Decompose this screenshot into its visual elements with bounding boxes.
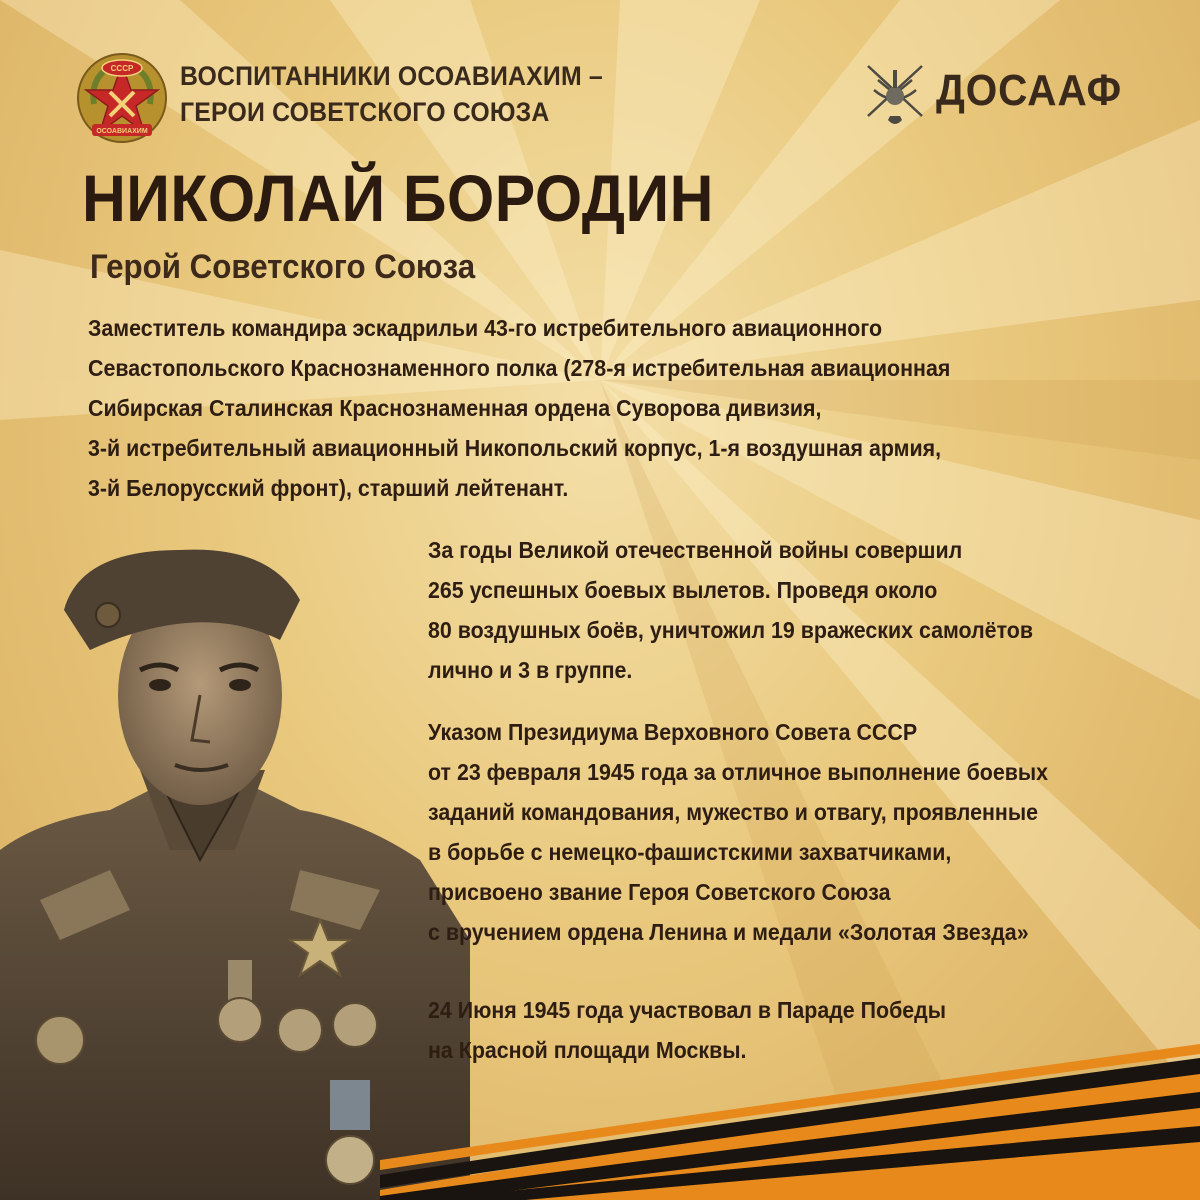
logo-top-text: СССР <box>110 64 134 73</box>
intro-line: Севастопольского Краснознаменного полка (278-я истребительная авиационная <box>88 355 951 381</box>
hero-name: НИКОЛАЙ БОРОДИН <box>82 161 714 235</box>
decree-line: Указом Президиума Верховного Совета СССР <box>428 719 918 745</box>
combat-line: лично и 3 в группе. <box>428 657 633 683</box>
parade-line: 24 Июня 1945 года участвовал в Параде Победы <box>428 997 947 1023</box>
dosaaf-emblem-icon <box>860 60 930 132</box>
decree-line: присвоено звание Героя Советского Союза <box>428 879 891 905</box>
dosaaf-label: ДОСААФ <box>936 66 1123 115</box>
decree-line: заданий командования, мужество и отвагу, проявленные <box>428 799 1039 825</box>
hero-title: Герой Советского Союза <box>90 248 476 286</box>
decree-paragraph <box>428 712 1048 952</box>
decree-line: в борьбе с немецко-фашистскими захватчиками, <box>428 839 952 865</box>
parade-line: на Красной площади Москвы. <box>428 1037 747 1063</box>
combat-line: 265 успешных боевых вылетов. Проведя около <box>428 577 938 603</box>
combat-line: 80 воздушных боёв, уничтожил 19 вражеских самолётов <box>428 617 1033 643</box>
header-line-1: ВОСПИТАННИКИ ОСОАВИАХИМ – <box>180 61 603 91</box>
decree-line: с вручением ордена Ленина и медали «Золотая Звезда» <box>428 919 1029 945</box>
combat-line: За годы Великой отечественной войны совершил <box>428 537 963 563</box>
intro-line: Сибирская Сталинская Краснознаменная ордена Суворова дивизия, <box>88 395 822 421</box>
intro-paragraph <box>88 308 950 508</box>
org-header-title <box>180 58 603 130</box>
header-line-2: ГЕРОИ СОВЕТСКОГО СОЮЗА <box>180 97 550 127</box>
combat-paragraph <box>428 530 1033 690</box>
intro-line: 3-й истребительный авиационный Никопольский корпус, 1-я воздушная армия, <box>88 435 942 461</box>
intro-line: Заместитель командира эскадрильи 43-го истребительного авиационного <box>88 315 883 341</box>
intro-line: 3-й Белорусский фронт), старший лейтенант. <box>88 475 569 501</box>
st-george-ribbon <box>380 1030 1200 1200</box>
decree-line: от 23 февраля 1945 года за отличное выполнение боевых <box>428 759 1049 785</box>
osoaviakhim-logo <box>74 50 170 146</box>
logo-ribbon-text: ОСОАВИАХИМ <box>96 128 148 135</box>
